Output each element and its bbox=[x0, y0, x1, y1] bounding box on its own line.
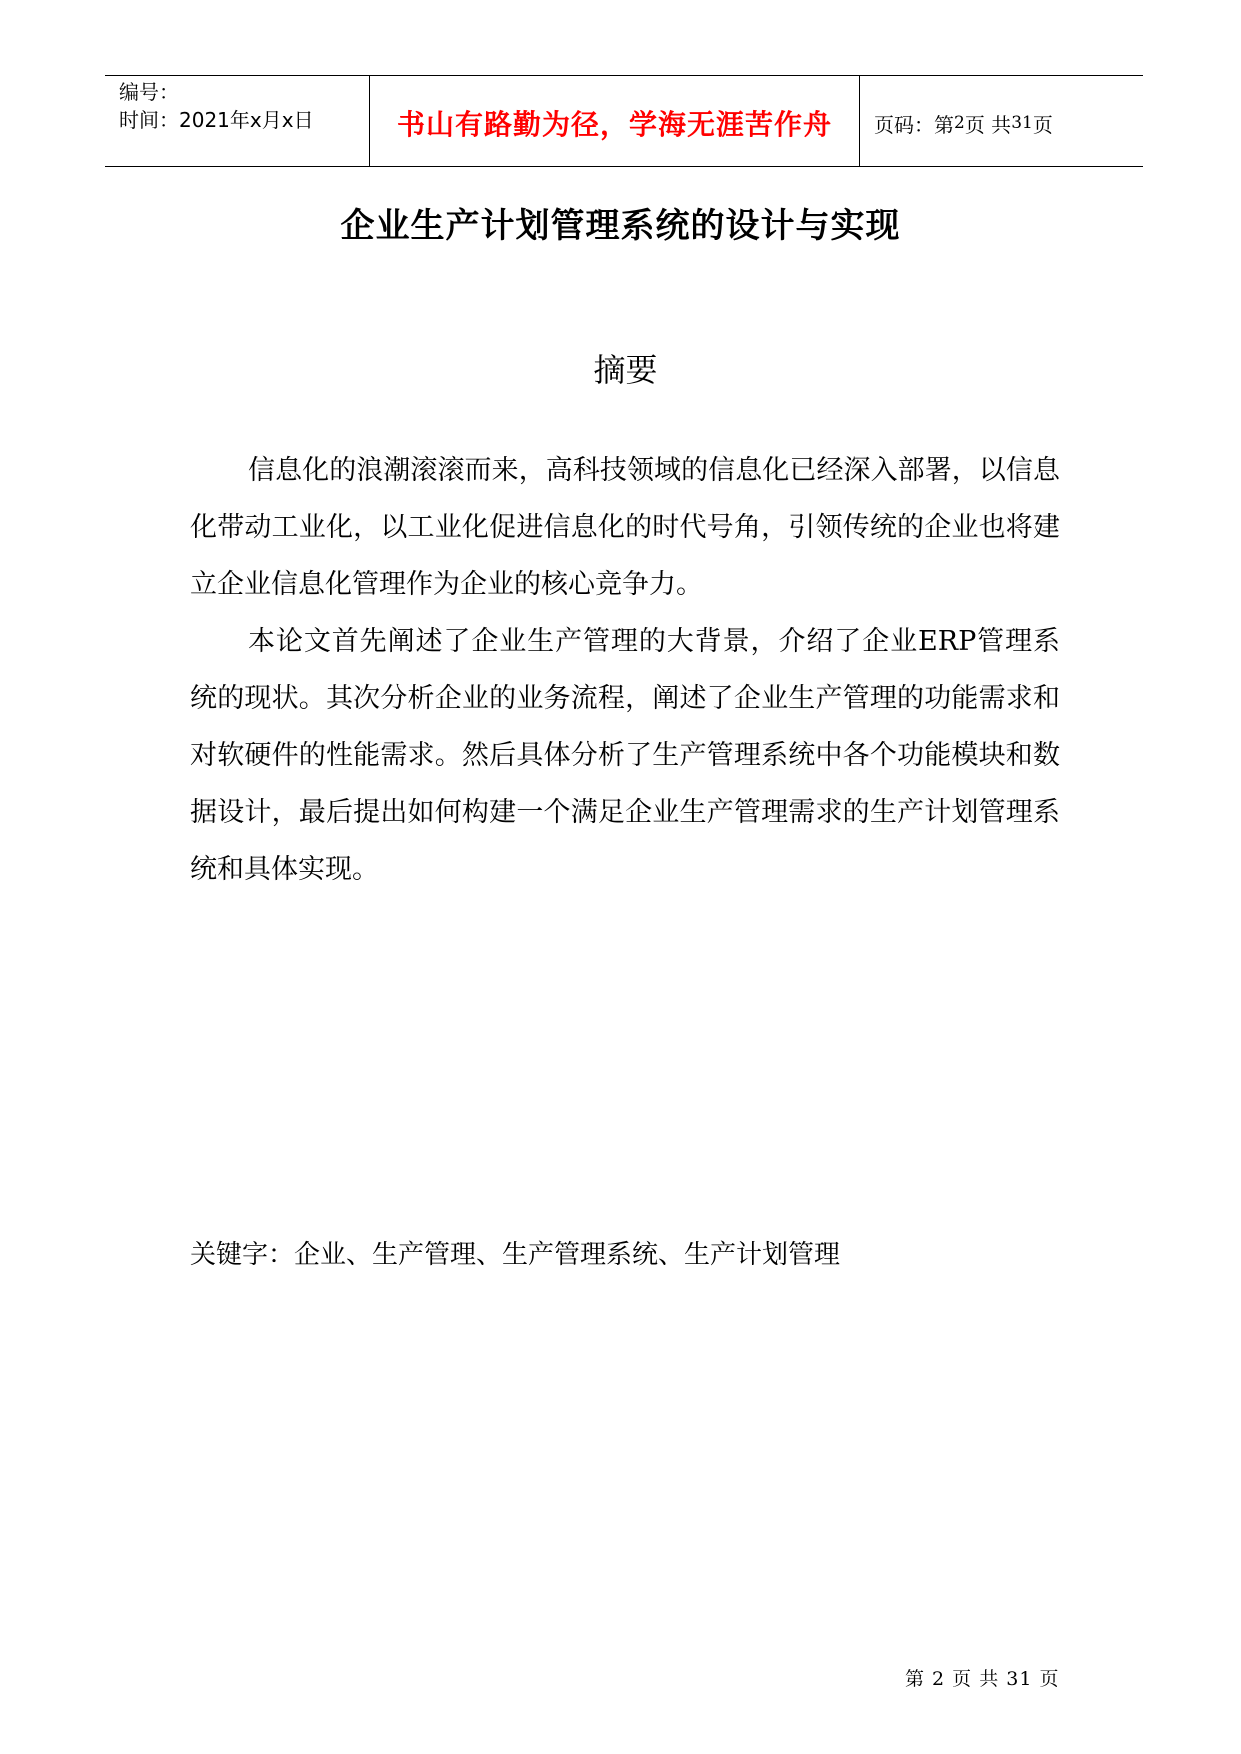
page-suffix: 页 bbox=[1032, 112, 1053, 137]
header-page-indicator bbox=[860, 76, 1143, 166]
page-footer: 第 2 页 共 31 页 bbox=[905, 1668, 1060, 1690]
page-current: 2 bbox=[954, 113, 965, 133]
abstract-paragraph: 本论文首先阐述了企业生产管理的大背景，介绍了企业ERP管理系统的现状。其次分析企业的业务流程，阐述了企业生产管理的功能需求和对软硬件的性能需求。然后具体分析了生产管理系统中各个功能模块和数据设计，最后提出如何构建一个满足企业生产管理需求的生产计划管理系统和具体实现。 bbox=[190, 626, 1060, 885]
keywords-line bbox=[190, 1235, 1090, 1275]
header-motto: 书山有路勤为径，学海无涯苦作舟 bbox=[370, 76, 860, 166]
keywords-label: 关键字： bbox=[190, 1240, 295, 1270]
document-time-label: 时间：2021年x月x日 bbox=[119, 108, 314, 132]
document-number-label: 编号： bbox=[119, 80, 179, 104]
page-header bbox=[105, 75, 1143, 167]
page-prefix: 页码：第 bbox=[874, 112, 954, 137]
keywords-value: 企业、生产管理、生产管理系统、生产计划管理 bbox=[294, 1240, 841, 1270]
document-title: 企业生产计划管理系统的设计与实现 bbox=[340, 206, 901, 246]
abstract-heading: 摘要 bbox=[593, 351, 658, 389]
page-total: 31 bbox=[1011, 113, 1033, 133]
abstract-paragraph: 信息化的浪潮滚滚而来，高科技领域的信息化已经深入部署，以信息化带动工业化，以工业化促进信息化的时代号角，引领传统的企业也将建立企业信息化管理作为企业的核心竞争力。 bbox=[190, 455, 1060, 600]
header-meta bbox=[105, 76, 370, 166]
abstract-body bbox=[190, 442, 1060, 898]
page-middle: 页 共 bbox=[964, 112, 1012, 137]
